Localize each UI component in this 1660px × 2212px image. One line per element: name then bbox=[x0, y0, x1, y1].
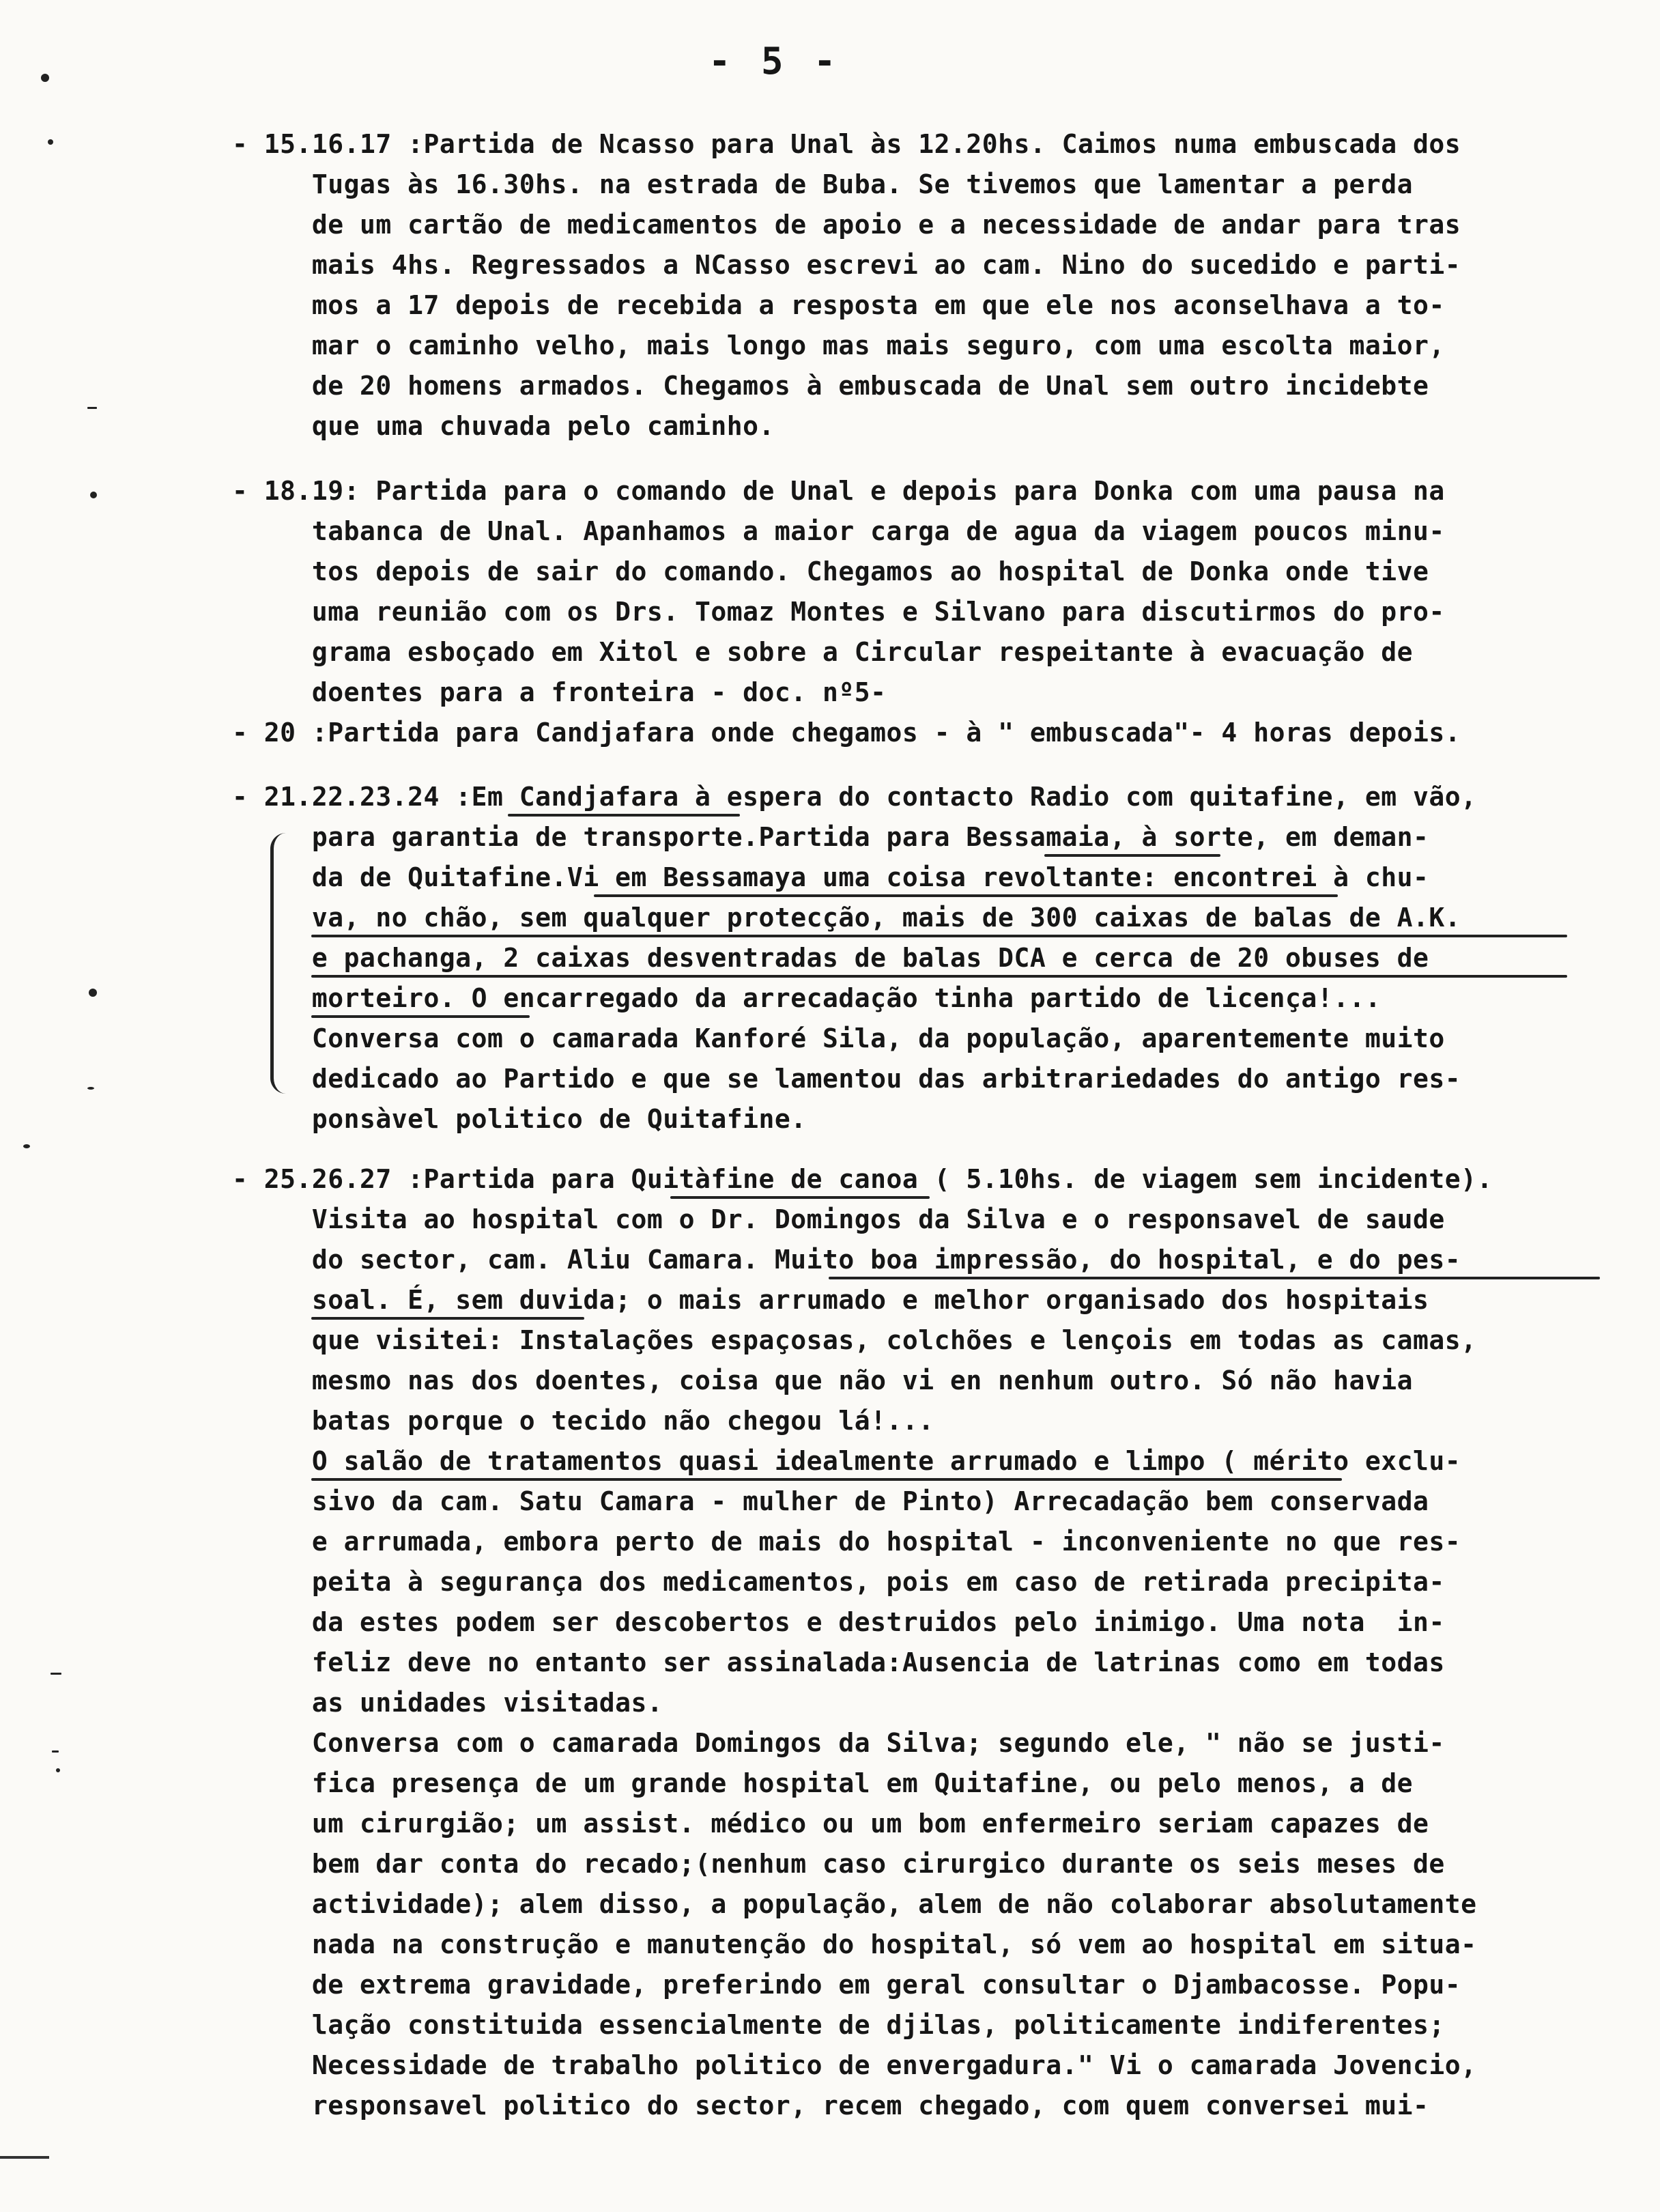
text-line: - 25.26.27 :Partida para Quitàfine de canoa ( 5.10hs. de viagem sem incidente). bbox=[232, 1164, 1493, 1194]
handwritten-underline bbox=[670, 1196, 930, 1199]
margin-mark bbox=[48, 139, 53, 145]
diary-entry bbox=[232, 777, 1476, 1139]
text-line: de 20 homens armados. Chegamos à embuscada de Unal sem outro incidebte bbox=[232, 371, 1429, 401]
text-line: do sector, cam. Aliu Camara. Muito boa impressão, do hospital, e do pes- bbox=[232, 1245, 1461, 1275]
text-line: peita à segurança dos medicamentos, pois em caso de retirada precipita- bbox=[232, 1567, 1445, 1597]
margin-mark bbox=[56, 1768, 60, 1772]
text-line: Visita ao hospital com o Dr. Domingos da Silva e o responsavel de saude bbox=[232, 1204, 1445, 1234]
margin-mark bbox=[90, 492, 97, 498]
text-line: da de Quitafine.Vi em Bessamaya uma coisa revoltante: encontrei à chu- bbox=[232, 862, 1429, 892]
text-line: feliz deve no entanto ser assinalada:Ausencia de latrinas como em todas bbox=[232, 1647, 1445, 1677]
handwritten-underline bbox=[1044, 854, 1220, 857]
handwritten-underline bbox=[508, 814, 740, 817]
text-line: e arrumada, embora perto de mais do hospital - inconveniente no que res- bbox=[232, 1527, 1461, 1557]
margin-mark bbox=[87, 1087, 94, 1090]
text-line: que visitei: Instalações espaçosas, colchões e lençois em todas as camas, bbox=[232, 1325, 1477, 1355]
text-line: Conversa com o camarada Domingos da Silva; segundo ele, " não se justi- bbox=[232, 1728, 1445, 1758]
text-line: fica presença de um grande hospital em Quitafine, ou pelo menos, a de bbox=[232, 1768, 1413, 1798]
text-line: doentes para a fronteira - doc. nº5- bbox=[232, 677, 887, 707]
text-line: tabanca de Unal. Apanhamos a maior carga de agua da viagem poucos minu- bbox=[232, 516, 1445, 546]
text-line: Necessidade de trabalho politico de envergadura." Vi o camarada Jovencio, bbox=[232, 2050, 1477, 2080]
text-line: Conversa com o camarada Kanforé Sila, da população, aparentemente muito bbox=[232, 1023, 1445, 1053]
text-line: O salão de tratamentos quasi idealmente arrumado e limpo ( mérito exclu- bbox=[232, 1446, 1461, 1476]
margin-mark bbox=[89, 989, 97, 997]
text-line: para garantia de transporte.Partida para Bessamaia, à sorte, em deman- bbox=[232, 822, 1429, 852]
margin-mark bbox=[23, 1144, 30, 1148]
handwritten-underline bbox=[311, 1015, 530, 1018]
text-line: mar o caminho velho, mais longo mas mais seguro, com uma escolta maior, bbox=[232, 330, 1445, 360]
text-line: dedicado ao Partido e que se lamentou das arbitrariedades do antigo res- bbox=[232, 1064, 1461, 1094]
text-line: mos a 17 depois de recebida a resposta em que ele nos aconselhava a to- bbox=[232, 290, 1445, 320]
text-line: as unidades visitadas. bbox=[232, 1688, 663, 1718]
text-line: mesmo nas dos doentes, coisa que não vi en nenhum outro. Só não havia bbox=[232, 1365, 1413, 1395]
text-line: va, no chão, sem qualquer protecção, mais de 300 caixas de balas de A.K. bbox=[232, 903, 1461, 933]
text-line: que uma chuvada pelo caminho. bbox=[232, 411, 775, 441]
handwritten-underline bbox=[829, 1277, 1600, 1279]
handwritten-underline bbox=[311, 1478, 1342, 1481]
margin-mark bbox=[87, 407, 97, 409]
text-line: mais 4hs. Regressados a NCasso escrevi ao cam. Nino do sucedido e parti- bbox=[232, 250, 1461, 280]
text-line: - 20 :Partida para Candjafara onde chegamos - à " embuscada"- 4 horas depois. bbox=[232, 718, 1461, 748]
text-line: - 15.16.17 :Partida de Ncasso para Unal às 12.20hs. Caimos numa embuscada dos bbox=[232, 129, 1461, 159]
margin-mark bbox=[51, 1673, 61, 1675]
text-line: - 18.19: Partida para o comando de Unal e depois para Donka com uma pausa na bbox=[232, 476, 1445, 506]
diary-entry bbox=[232, 1159, 1493, 2126]
text-line: morteiro. O encarregado da arrecadação tinha partido de licença!... bbox=[232, 983, 1382, 1013]
text-line: lação constituida essencialmente de djilas, politicamente indiferentes; bbox=[232, 2010, 1445, 2040]
text-line: actividade); alem disso, a população, alem de não colaborar absolutamente bbox=[232, 1889, 1477, 1919]
text-line: e pachanga, 2 caixas desventradas de balas DCA e cerca de 20 obuses de bbox=[232, 943, 1429, 973]
text-line: de um cartão de medicamentos de apoio e a necessidade de andar para tras bbox=[232, 210, 1461, 240]
text-line: tos depois de sair do comando. Chegamos ao hospital de Donka onde tive bbox=[232, 556, 1429, 586]
margin-mark bbox=[52, 1750, 59, 1753]
text-line: - 21.22.23.24 :Em Candjafara à espera do contacto Radio com quitafine, em vão, bbox=[232, 782, 1477, 812]
text-line: ponsàvel politico de Quitafine. bbox=[232, 1104, 807, 1134]
diary-entry bbox=[232, 713, 1461, 753]
text-line: batas porque o tecido não chegou lá!... bbox=[232, 1406, 934, 1436]
text-line: Tugas às 16.30hs. na estrada de Buba. Se tivemos que lamentar a perda bbox=[232, 169, 1413, 199]
diary-entry bbox=[232, 471, 1445, 713]
text-line: da estes podem ser descobertos e destruidos pelo inimigo. Uma nota in- bbox=[232, 1607, 1445, 1637]
text-line: de extrema gravidade, preferindo em geral consultar o Djambacosse. Popu- bbox=[232, 1970, 1461, 2000]
text-line: responsavel politico do sector, recem chegado, com quem conversei mui- bbox=[232, 2090, 1429, 2121]
text-line: nada na construção e manutenção do hospital, só vem ao hospital em situa- bbox=[232, 1929, 1477, 1959]
handwritten-underline bbox=[594, 894, 1338, 897]
text-line: bem dar conta do recado;(nenhum caso cirurgico durante os seis meses de bbox=[232, 1849, 1445, 1879]
page-number: - 5 - bbox=[709, 40, 840, 83]
handwritten-underline bbox=[311, 975, 1567, 978]
text-line: sivo da cam. Satu Camara - mulher de Pinto) Arrecadação bem conservada bbox=[232, 1486, 1429, 1516]
diary-entry bbox=[232, 124, 1461, 446]
text-line: soal. É, sem duvida; o mais arrumado e melhor organisado dos hospitais bbox=[232, 1285, 1429, 1315]
text-line: um cirurgião; um assist. médico ou um bom enfermeiro seriam capazes de bbox=[232, 1809, 1429, 1839]
margin-mark bbox=[41, 74, 49, 82]
text-line: uma reunião com os Drs. Tomaz Montes e Silvano para discutirmos do pro- bbox=[232, 597, 1445, 627]
text-line: grama esboçado em Xitol e sobre a Circular respeitante à evacuação de bbox=[232, 637, 1413, 667]
scan-edge-line bbox=[0, 2156, 49, 2159]
handwritten-underline bbox=[311, 1317, 584, 1320]
handwritten-underline bbox=[311, 935, 1567, 937]
